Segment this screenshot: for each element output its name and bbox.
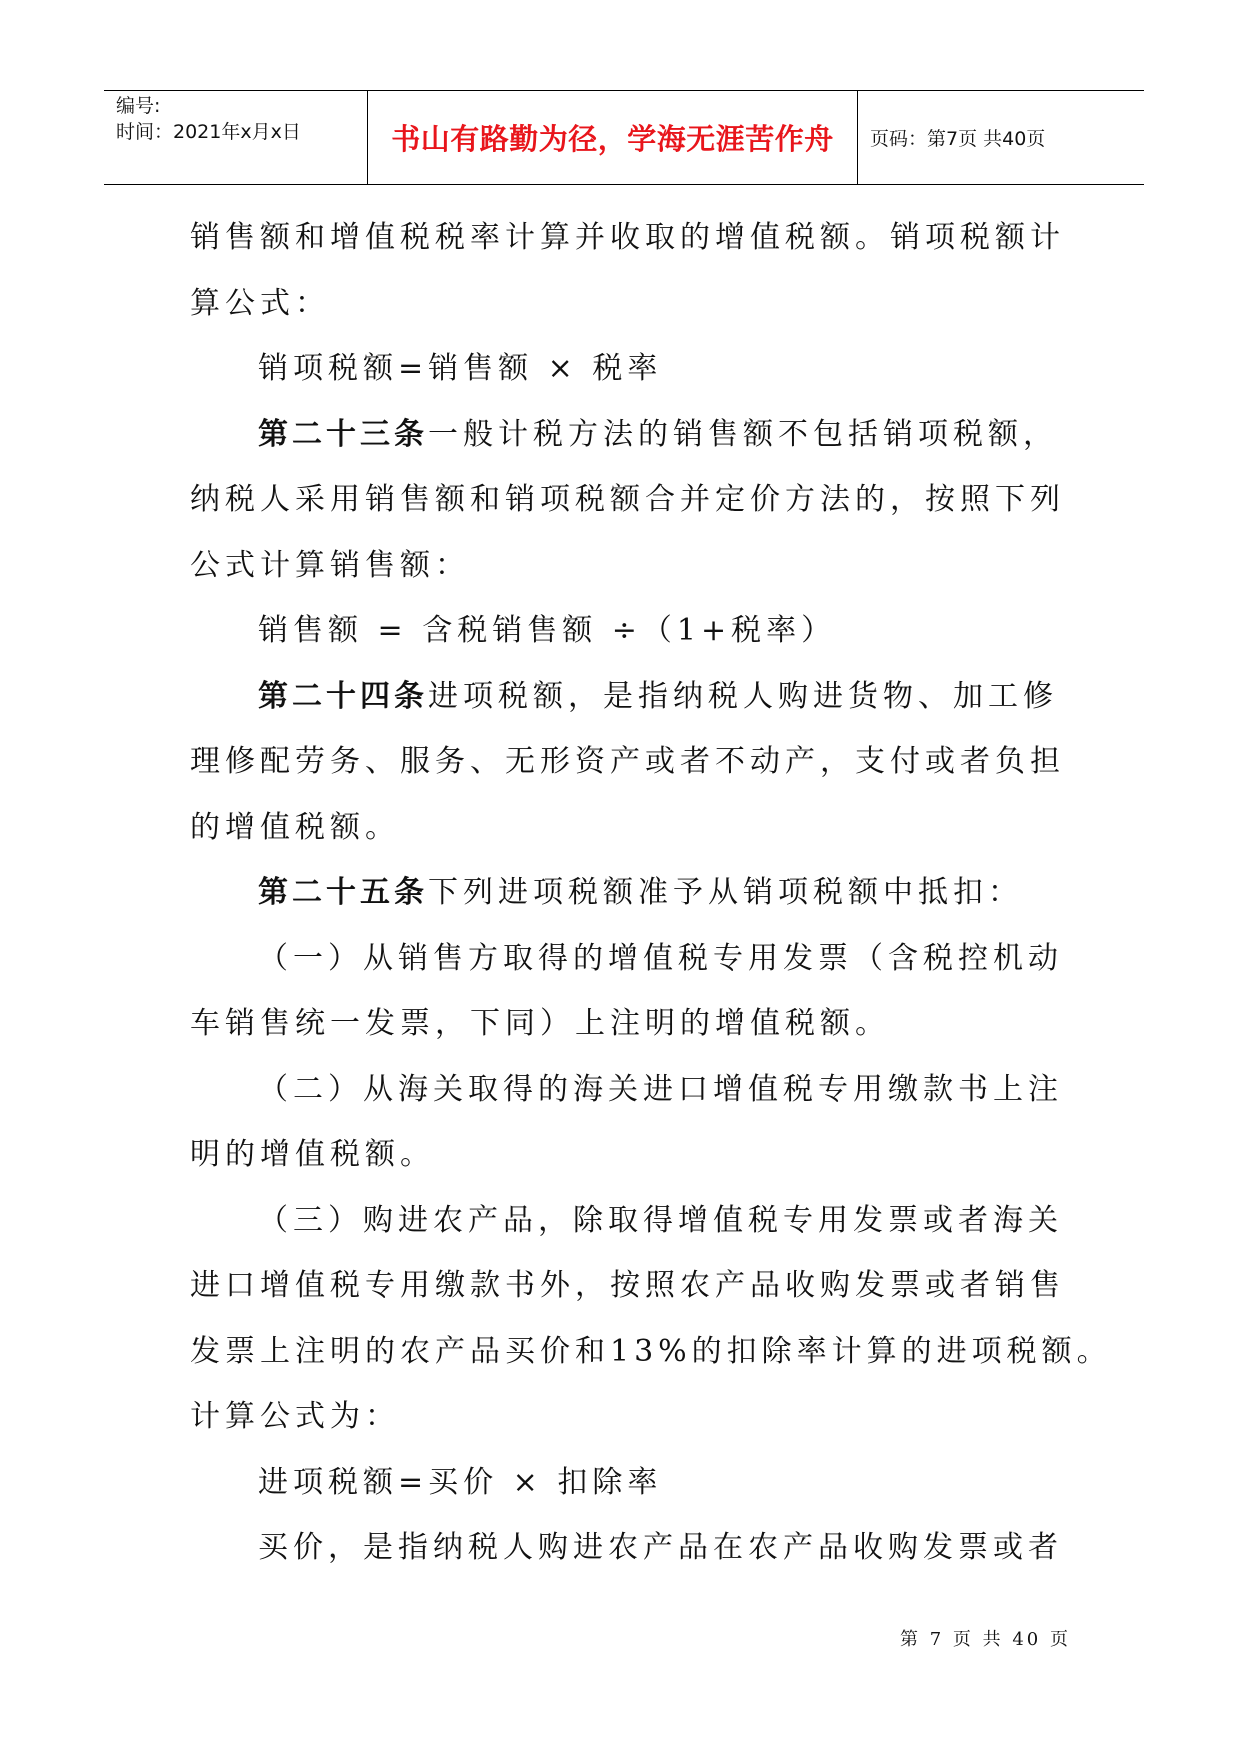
body-line: 明的增值税额。	[190, 1137, 435, 1172]
body-line: 理修配劳务、服务、无形资产或者不动产，支付或者负担	[190, 744, 1065, 779]
document-time-label: 时间：2021年x月x日	[116, 121, 301, 143]
body-line: 的增值税额。	[190, 809, 400, 845]
body-line: 买价，是指纳税人购进农产品在农产品收购发票或者	[258, 1530, 1063, 1565]
body-line: 算公式：	[190, 285, 330, 321]
header-motto: 书山有路勤为径，学海无涯苦作舟	[391, 122, 834, 156]
article-25-text: 下列进项税额准予从销项税额中抵扣：	[428, 875, 1023, 910]
article-24-paragraph	[190, 664, 1070, 730]
formula-line: 销售额 = 含税销售额 ÷（1+税率）	[258, 613, 837, 648]
body-line: 计算公式为：	[190, 1399, 400, 1434]
formula-line: 销项税额=销售额 × 税率	[258, 351, 663, 386]
article-23-heading: 第二十三条	[258, 416, 428, 452]
article-24-text: 进项税额，是指纳税人购进货物、加工修	[428, 678, 1058, 714]
header-meta-cell	[104, 91, 368, 184]
document-body	[190, 205, 1112, 1581]
header-page-cell	[858, 91, 1144, 184]
clause-1-line: （一）从销售方取得的增值税专用发票（含税控机动	[258, 940, 1063, 976]
header-motto-cell	[368, 91, 858, 184]
page-footer: 第 7 页 共 40 页	[900, 1629, 1071, 1650]
body-line: 纳税人采用销售额和销项税额合并定价方法的，按照下列	[190, 482, 1065, 517]
article-25-heading: 第二十五条	[258, 875, 428, 910]
document-number-label: 编号:	[116, 95, 161, 117]
body-line: 公式计算销售额：	[190, 547, 470, 583]
body-line: 车销售统一发票，下同）上注明的增值税额。	[190, 1006, 890, 1041]
clause-2-line: （二）从海关取得的海关进口增值税专用缴款书上注	[258, 1071, 1063, 1107]
article-23-text: 一般计税方法的销售额不包括销项税额，	[428, 416, 1058, 452]
formula-line: 进项税额=买价 × 扣除率	[258, 1464, 663, 1500]
article-25-paragraph	[190, 860, 1070, 926]
document-header	[104, 90, 1144, 185]
body-line: 发票上注明的农产品买价和13%的扣除率计算的进项税额。	[190, 1333, 1112, 1369]
body-line: 进口增值税专用缴款书外，按照农产品收购发票或者销售	[190, 1268, 1065, 1303]
clause-3-line: （三）购进农产品，除取得增值税专用发票或者海关	[258, 1202, 1063, 1238]
article-24-heading: 第二十四条	[258, 678, 428, 714]
header-page-info: 页码：第7页 共40页	[870, 128, 1046, 150]
article-23-paragraph	[190, 402, 1070, 468]
body-line: 销售额和增值税税率计算并收取的增值税额。销项税额计	[190, 220, 1065, 255]
